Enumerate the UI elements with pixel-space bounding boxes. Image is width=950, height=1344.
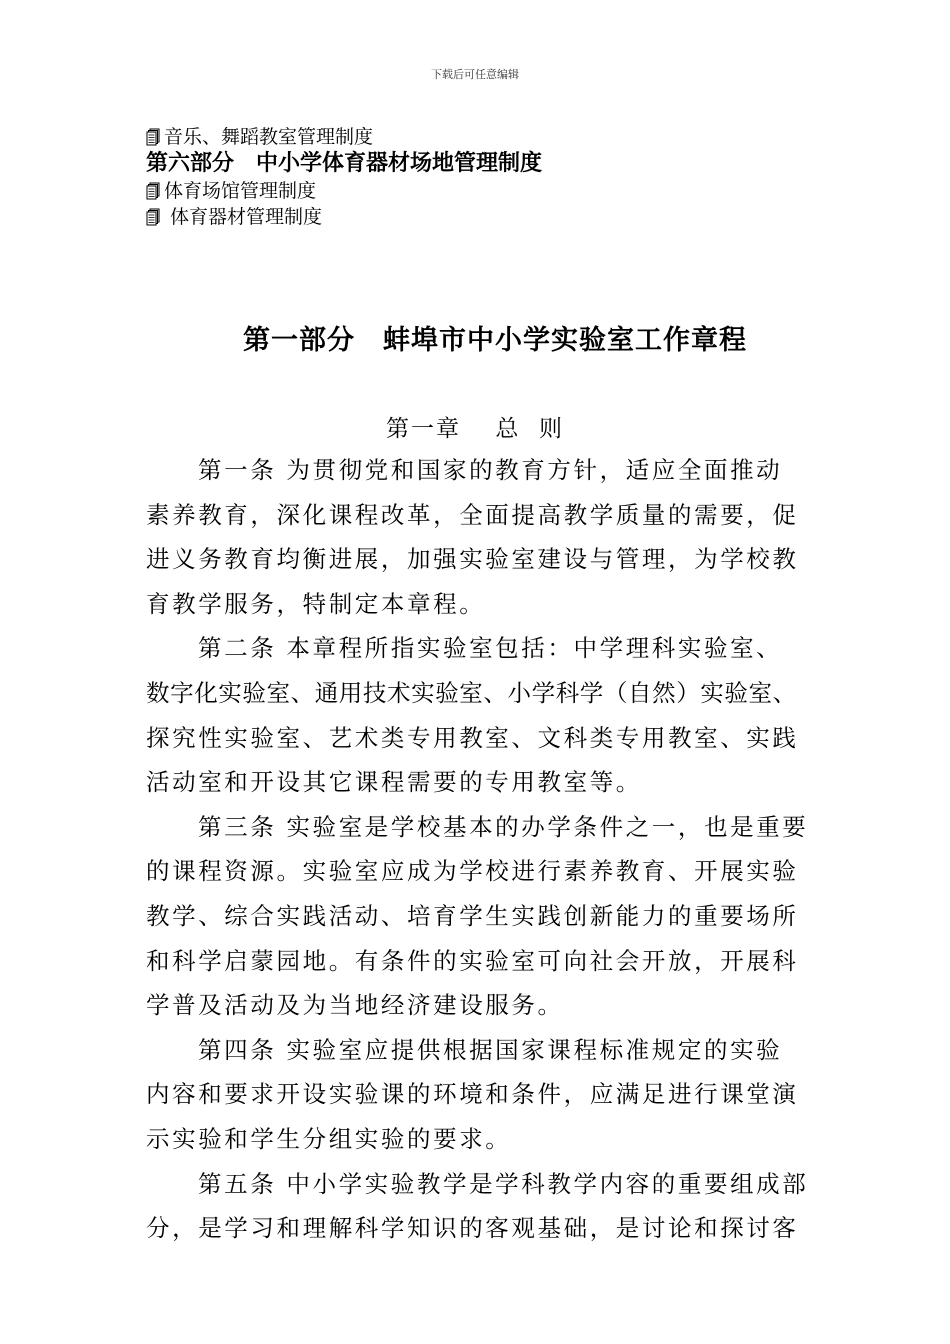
paragraph-line: 内容和要求开设实验课的环境和条件，应满足进行课堂演 — [146, 1080, 799, 1109]
toc-item-sports-equipment — [146, 204, 846, 230]
document-body — [146, 448, 826, 1251]
paragraph-line: 进义务教育均衡进展，加强实验室建设与管理，为学校教 — [146, 545, 799, 574]
toc-item-label: 音乐、舞蹈教室管理制度 — [164, 126, 374, 148]
paragraph-line: 第三条 实验室是学校基本的办学条件之一，也是重要 — [198, 812, 809, 841]
table-of-contents — [146, 124, 846, 230]
toc-section-heading — [146, 150, 846, 178]
document-icon — [146, 128, 160, 146]
paragraph-line: 学普及活动及为当地经济建设服务。 — [146, 991, 564, 1020]
toc-item-sports-venue — [146, 178, 846, 204]
paragraph-line: 第五条 中小学实验教学是学科教学内容的重要组成部 — [198, 1169, 809, 1198]
paragraph-line: 第四条 实验室应提供根据国家课程标准规定的实验 — [198, 1035, 783, 1064]
document-title: 第一部分 蚌埠市中小学实验室工作章程 — [243, 325, 747, 356]
toc-item-label: 体育器材管理制度 — [164, 206, 323, 228]
paragraph-line: 分，是学习和理解科学知识的客观基础，是讨论和探讨客 — [146, 1214, 799, 1243]
paragraph-line: 示实验和学生分组实验的要求。 — [146, 1124, 512, 1153]
chapter-heading: 第一章 总 则 — [386, 416, 564, 442]
paragraph-line: 育教学服务，特制定本章程。 — [146, 589, 486, 618]
paragraph-line: 的课程资源。实验室应成为学校进行素养教育、开展实验 — [146, 857, 799, 886]
paragraph-line: 活动室和开设其它课程需要的专用教室等。 — [146, 768, 642, 797]
paragraph-line: 素养教育，深化课程改革，全面提高教学质量的需要，促 — [146, 500, 799, 529]
paragraph-line: 和科学启蒙园地。有条件的实验室可向社会开放，开展科 — [146, 946, 799, 975]
paragraph-line: 数字化实验室、通用技术实验室、小学科学（自然）实验室、 — [146, 678, 797, 707]
page-header-note: 下载后可任意编辑 — [431, 68, 519, 81]
toc-item-music-dance — [146, 124, 846, 150]
toc-item-label: 体育场馆管理制度 — [164, 180, 317, 202]
toc-section-label: 第六部分 中小学体育器材场地管理制度 — [146, 151, 543, 176]
paragraph-line: 第一条 为贯彻党和国家的教育方针，适应全面推动 — [198, 456, 783, 484]
paragraph-line: 探究性实验室、艺术类专用教室、文科类专用教室、实践 — [146, 723, 799, 752]
document-icon — [146, 182, 160, 200]
paragraph-line: 第二条 本章程所指实验室包括：中学理科实验室、 — [198, 634, 783, 663]
document-icon — [146, 208, 160, 226]
paragraph-line: 教学、综合实践活动、培育学生实践创新能力的重要场所 — [146, 901, 799, 930]
